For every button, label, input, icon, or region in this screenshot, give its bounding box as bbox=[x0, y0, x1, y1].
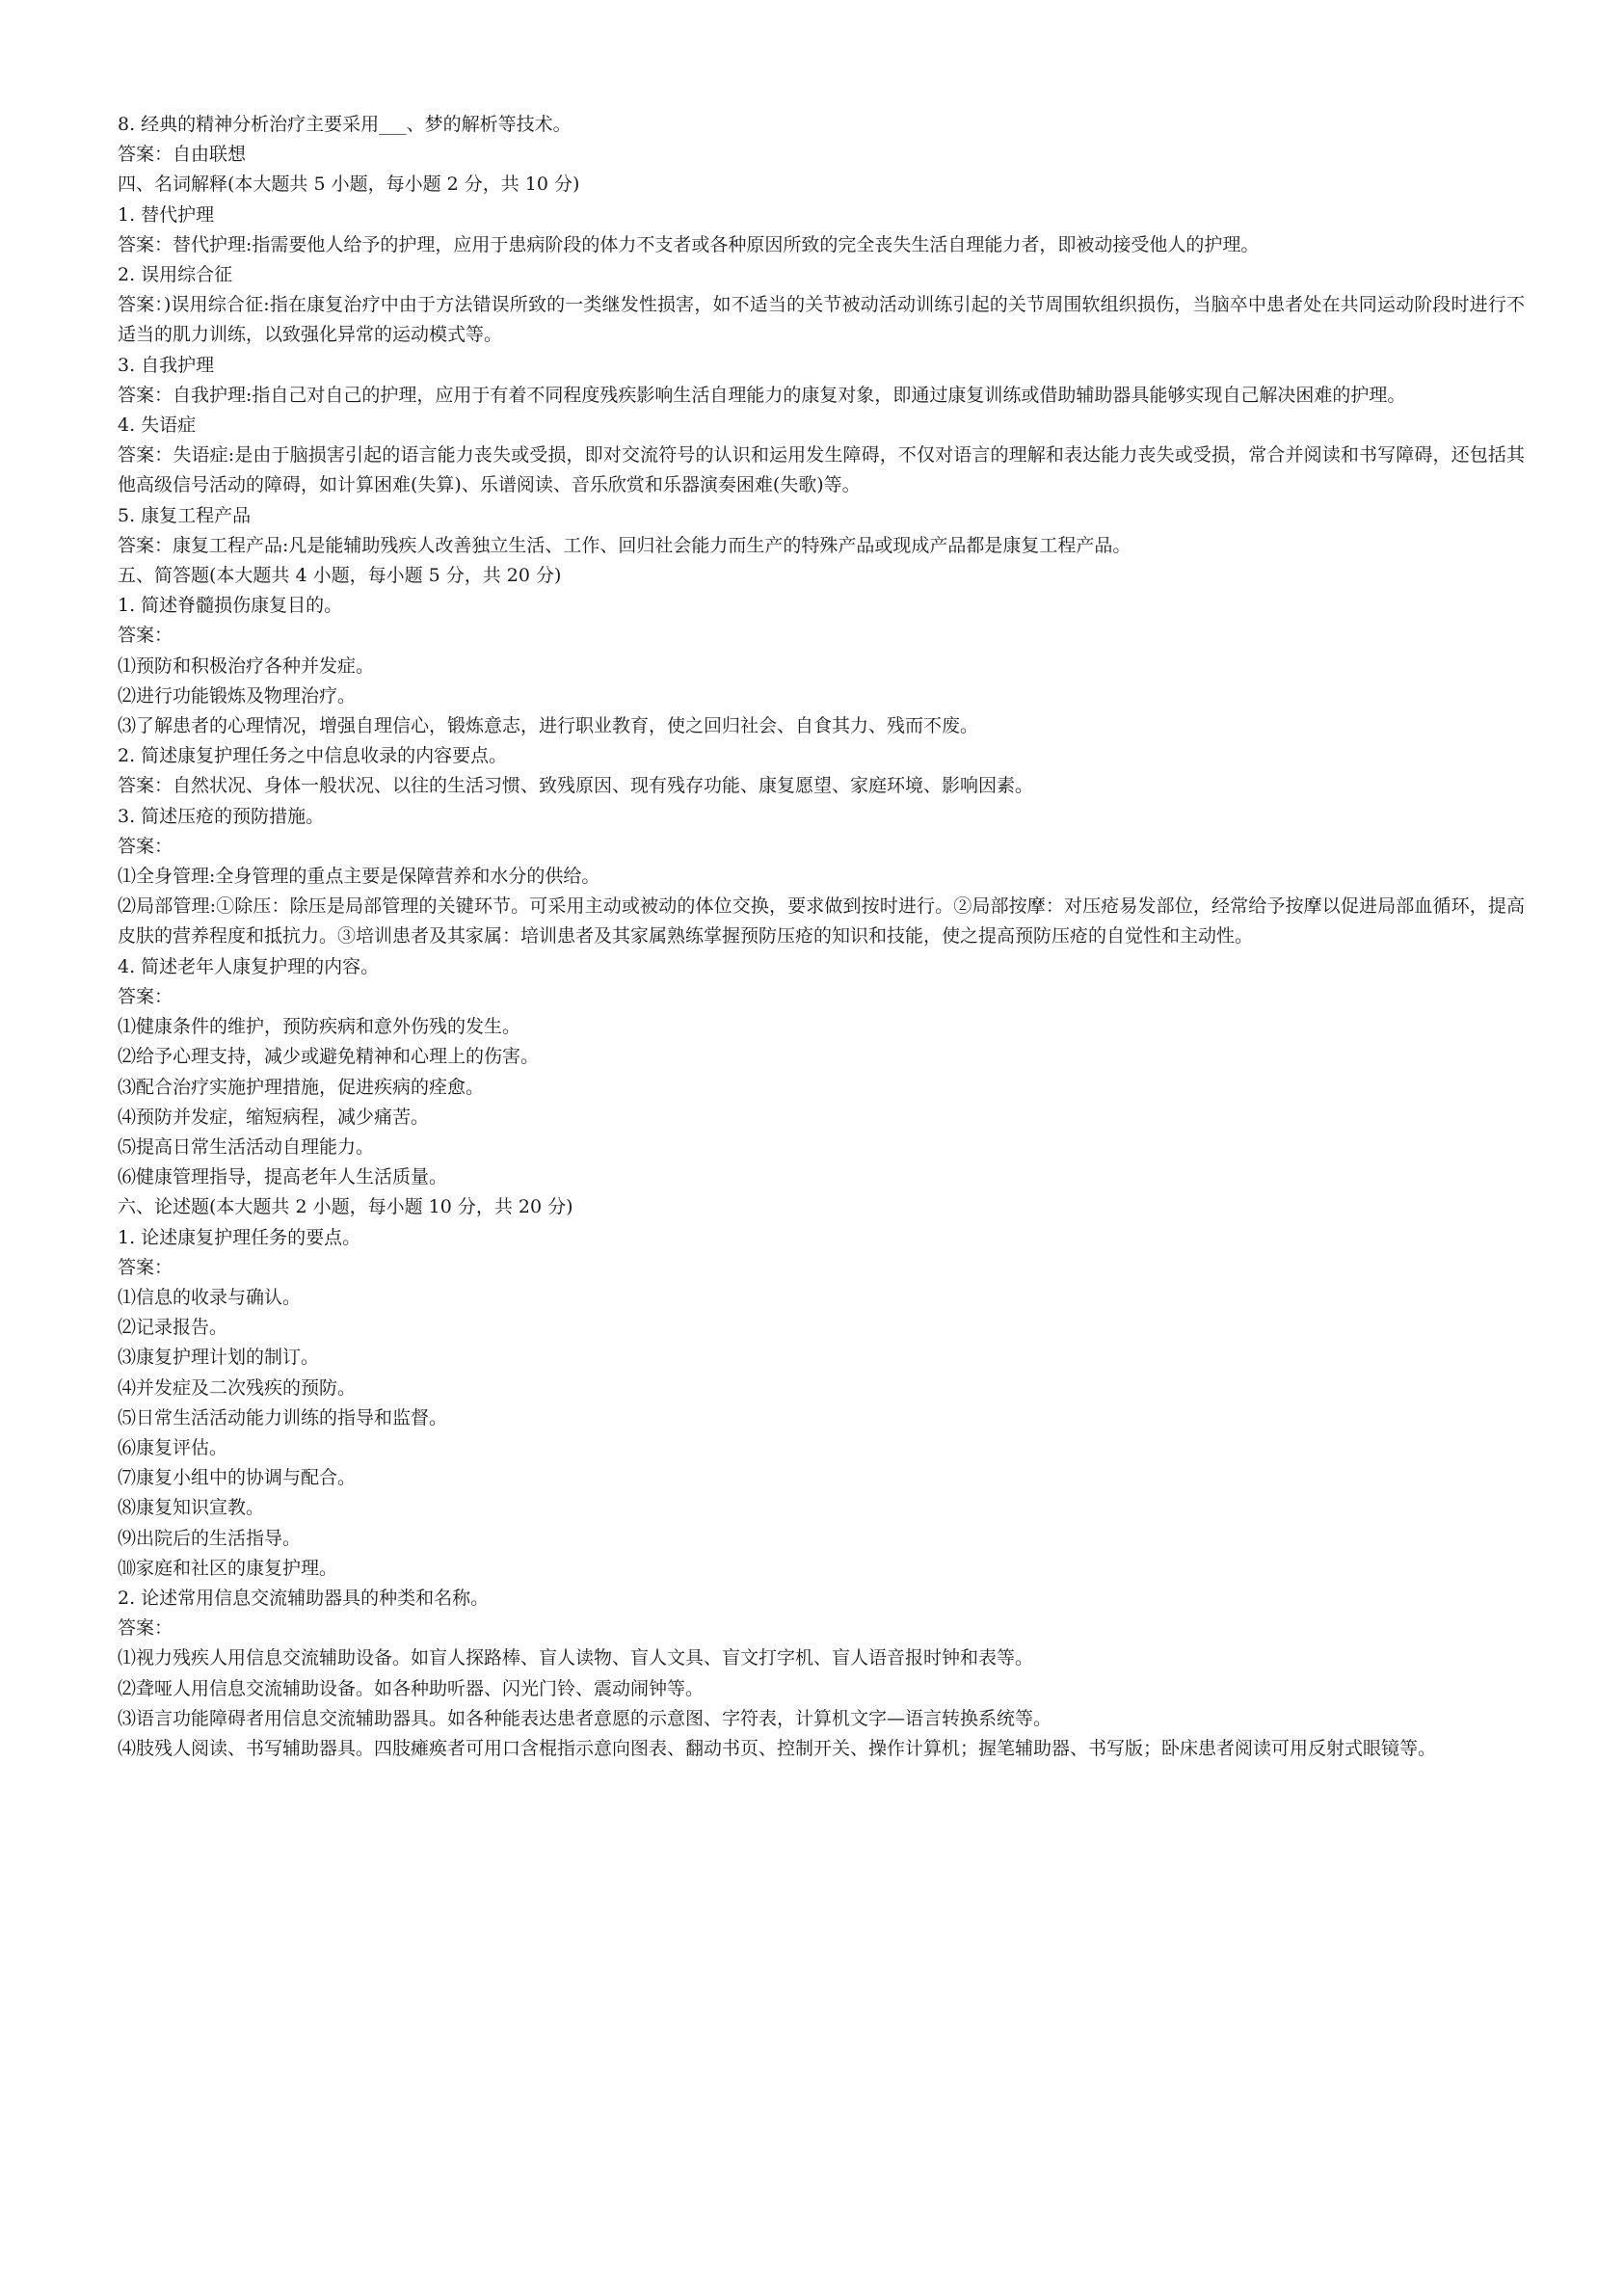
answer-item: ⑷并发症及二次残疾的预防。 bbox=[118, 1376, 357, 1399]
answer-item: ⑶配合治疗实施护理措施，促进疾病的痊愈。 bbox=[118, 1076, 485, 1098]
answer-item: ⑻康复知识宣教。 bbox=[118, 1497, 265, 1519]
term-5-answer: 答案：康复工程产品:凡是能辅助残疾人改善独立生活、工作、回归社会能力而生产的特殊产品或现成产品都是康复工程产品。 bbox=[118, 534, 1131, 556]
answer-label: 答案： bbox=[118, 835, 173, 857]
answer-item: ⑸日常生活活动能力训练的指导和监督。 bbox=[118, 1406, 448, 1428]
section-heading-term-definitions: 四、名词解释(本大题共 5 小题，每小题 2 分，共 10 分) bbox=[118, 174, 580, 196]
answer-item: ⑴视力残疾人用信息交流辅助设备。如盲人探路棒、盲人读物、盲人文具、盲文打字机、盲人语音报时钟和表等。 bbox=[118, 1647, 1034, 1669]
term-4-answer: 答案：失语症:是由于脑损害引起的语言能力丧失或受损，即对交流符号的认识和运用发生障碍，不仅对语言的理解和表达能力丧失或受损，常合并阅读和书写障碍，还包括其他高级信号活动的障碍，如计算困难(失算)、乐谱阅读、音乐欣赏和乐器演奏困难(失歌)等。 bbox=[118, 444, 1525, 496]
term-5-title: 5. 康复工程产品 bbox=[118, 504, 252, 526]
section-heading-short-answer: 五、简答题(本大题共 4 小题，每小题 5 分，共 20 分) bbox=[118, 565, 562, 587]
document-page bbox=[118, 110, 1525, 1764]
answer-item: ⑹健康管理指导，提高老年人生活质量。 bbox=[118, 1166, 448, 1188]
section-heading-essay: 六、论述题(本大题共 2 小题，每小题 10 分，共 20 分) bbox=[118, 1196, 573, 1218]
short-answer-2: 答案：自然状况、身体一般状况、以往的生活习惯、致残原因、现有残存功能、康复愿望、家庭环境、影响因素。 bbox=[118, 775, 1034, 797]
answer-item: ⑶语言功能障碍者用信息交流辅助器具。如各种能表达患者意愿的示意图、字符表，计算机文字—语言转换系统等。 bbox=[118, 1707, 1052, 1729]
answer-label: 答案： bbox=[118, 1617, 173, 1640]
answer-label: 答案： bbox=[118, 625, 173, 647]
answer-item: ⑷预防并发症，缩短病程，减少痛苦。 bbox=[118, 1106, 430, 1128]
short-question-1: 1. 简述脊髓损伤康复目的。 bbox=[118, 595, 343, 617]
answer-item: ⑵局部管理:①除压：除压是局部管理的关键环节。可采用主动或被动的体位交换，要求做到按时进行。②局部按摩：对压疮易发部位，经常给予按摩以促进局部血循环，提高皮肤的营养程度和抵抗力。③培训患者及其家属：培训患者及其家属熟练掌握预防压疮的知识和技能，使之提高预防压疮的自觉性和主动性。 bbox=[118, 895, 1525, 948]
answer-item: ⑽家庭和社区的康复护理。 bbox=[118, 1557, 338, 1579]
question-8-fill-blank: 8. 经典的精神分析治疗主要采用___、梦的解析等技术。 bbox=[118, 114, 572, 135]
short-question-4: 4. 简述老年人康复护理的内容。 bbox=[118, 955, 380, 977]
answer-item: ⑵聋哑人用信息交流辅助设备。如各种助听器、闪光门铃、震动闹钟等。 bbox=[118, 1677, 705, 1699]
answer-item: ⑸提高日常生活活动自理能力。 bbox=[118, 1135, 375, 1158]
answer-item: ⑹康复评估。 bbox=[118, 1436, 228, 1458]
answer-item: ⑵进行功能锻炼及物理治疗。 bbox=[118, 684, 357, 707]
answer-item: ⑷肢残人阅读、书写辅助器具。四肢瘫痪者可用口含棍指示意向图表、翻动书页、控制开关、操作计算机；握笔辅助器、书写版；卧床患者阅读可用反射式眼镜等。 bbox=[118, 1737, 1437, 1759]
term-1-title: 1. 替代护理 bbox=[118, 203, 215, 226]
answer-item: ⑴预防和积极治疗各种并发症。 bbox=[118, 654, 375, 677]
answer-item: ⑶了解患者的心理情况，增强自理信心，锻炼意志，进行职业教育，使之回归社会、自食其力、残而不废。 bbox=[118, 715, 979, 737]
answer-item: ⑶康复护理计划的制订。 bbox=[118, 1347, 320, 1369]
short-question-2: 2. 简述康复护理任务之中信息收录的内容要点。 bbox=[118, 745, 508, 767]
answer-q8: 答案：自由联想 bbox=[118, 144, 247, 166]
answer-item: ⑴健康条件的维护，预防疾病和意外伤残的发生。 bbox=[118, 1016, 521, 1038]
answer-item: ⑵记录报告。 bbox=[118, 1317, 228, 1339]
answer-item: ⑵给予心理支持，减少或避免精神和心理上的伤害。 bbox=[118, 1046, 540, 1068]
essay-question-1: 1. 论述康复护理任务的要点。 bbox=[118, 1226, 361, 1248]
answer-label: 答案： bbox=[118, 1256, 173, 1278]
answer-item: ⑺康复小组中的协调与配合。 bbox=[118, 1467, 357, 1489]
answer-item: ⑴信息的收录与确认。 bbox=[118, 1286, 302, 1308]
short-question-3: 3. 简述压疮的预防措施。 bbox=[118, 805, 325, 827]
term-1-answer: 答案：替代护理:指需要他人给予的护理，应用于患病阶段的体力不支者或各种原因所致的完全丧失生活自理能力者，即被动接受他人的护理。 bbox=[118, 233, 1260, 255]
essay-question-2: 2. 论述常用信息交流辅助器具的种类和名称。 bbox=[118, 1587, 490, 1609]
answer-item: ⑴全身管理:全身管理的重点主要是保障营养和水分的供给。 bbox=[118, 866, 600, 888]
term-4-title: 4. 失语症 bbox=[118, 414, 197, 437]
answer-label: 答案： bbox=[118, 985, 173, 1007]
term-3-answer: 答案：自我护理:指自己对自己的护理，应用于有着不同程度残疾影响生活自理能力的康复对象，即通过康复训练或借助辅助器具能够实现自己解决困难的护理。 bbox=[118, 384, 1406, 406]
term-2-answer: 答案：)误用综合征:指在康复治疗中由于方法错误所致的一类继发性损害，如不适当的关节被动活动训练引起的关节周围软组织损伤，当脑卒中患者处在共同运动阶段时进行不适当的肌力训练，以致强化异常的运动模式等。 bbox=[118, 294, 1525, 346]
answer-item: ⑼出院后的生活指导。 bbox=[118, 1527, 302, 1549]
term-3-title: 3. 自我护理 bbox=[118, 354, 215, 376]
term-2-title: 2. 误用综合征 bbox=[118, 264, 233, 286]
